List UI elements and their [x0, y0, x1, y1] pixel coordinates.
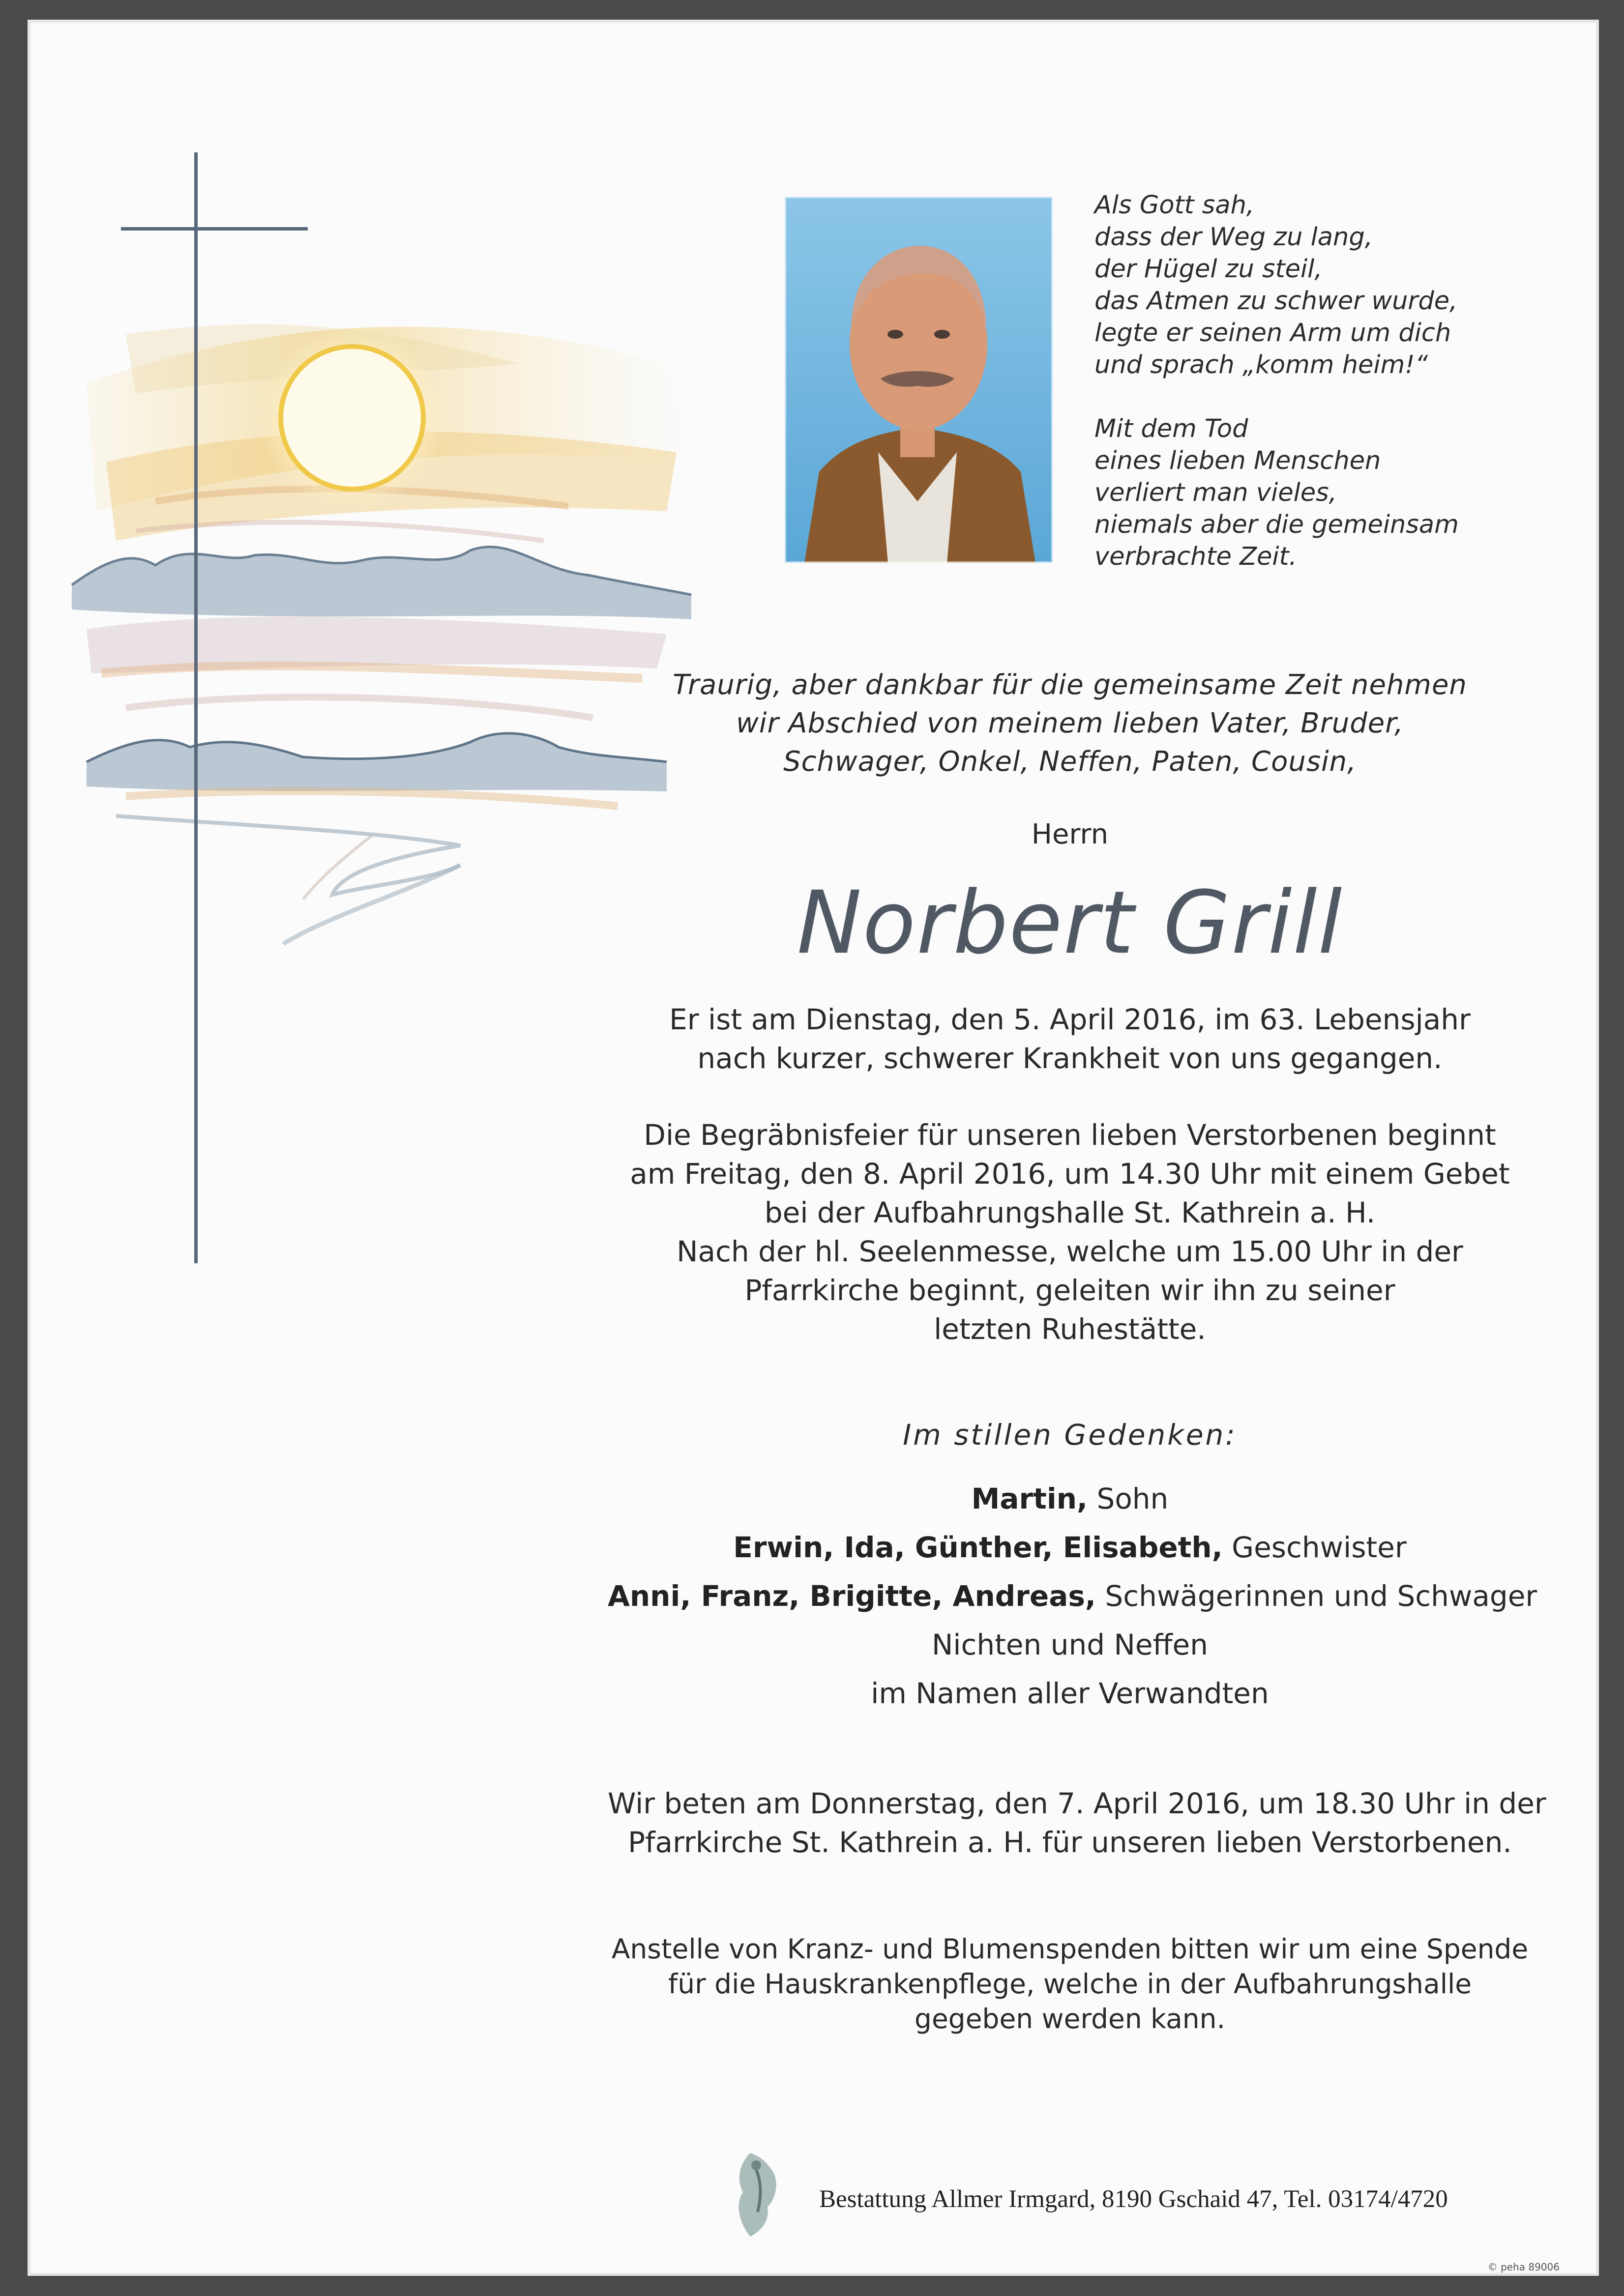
salutation: Herrn: [1031, 818, 1109, 850]
mourner-relation: im Namen aller Verwandten: [871, 1677, 1269, 1710]
mourner-names: Anni, Franz, Brigitte, Andreas,: [608, 1579, 1096, 1613]
prayer-notice: [608, 1784, 1546, 1862]
poem-line: Mit dem Tod: [1094, 414, 1248, 443]
funeral-line: Nach der hl. Seelenmesse, welche um 15.00 Uhr in der: [677, 1235, 1463, 1268]
mourners-list: [608, 1475, 1537, 1718]
intro-line: Traurig, aber dankbar für die gemeinsame Zeit nehmen: [673, 669, 1467, 701]
mountains-upper: [72, 547, 691, 718]
mourner-names: Martin,: [971, 1482, 1088, 1515]
mourner-relation: Schwägerinnen und Schwager: [1095, 1579, 1537, 1613]
donation-notice: [608, 1932, 1532, 2036]
mourner-row: [608, 1669, 1532, 1718]
funeral-line: letzten Ruhestätte.: [934, 1312, 1206, 1346]
angel-logo-icon: [721, 2148, 799, 2241]
poem-line: das Atmen zu schwer wurde,: [1094, 287, 1458, 316]
prayer-line: Pfarrkirche St. Kathrein a. H. für unseren lieben Verstorbenen.: [628, 1826, 1512, 1859]
intro-line: wir Abschied von meinem lieben Vater, Bruder,: [736, 707, 1404, 739]
mourner-relation: Nichten und Neffen: [931, 1628, 1209, 1661]
funeral-line: Pfarrkirche beginnt, geleiten wir ihn zu seiner: [744, 1274, 1395, 1307]
undertaker-footer: [721, 2148, 1557, 2241]
portrait-photo: [785, 197, 1053, 563]
funeral-details: [608, 1116, 1532, 1349]
poem-stanza-2: [1094, 413, 1537, 573]
poem-stanza-1: [1094, 189, 1537, 381]
deceased-name: Norbert Grill: [797, 872, 1343, 973]
funeral-line: am Freitag, den 8. April 2016, um 14.30 Uhr mit einem Gebet: [630, 1157, 1510, 1191]
undertaker-contact: Bestattung Allmer Irmgard, 8190 Gschaid 47, Tel. 03174/4720: [819, 2185, 1448, 2213]
death-notice-line: Er ist am Dienstag, den 5. April 2016, im 63. Lebensjahr: [669, 1003, 1471, 1036]
poem-line: dass der Weg zu lang,: [1094, 223, 1373, 252]
poem-line: legte er seinen Arm um dich: [1094, 319, 1451, 348]
poem-line: verbrachte Zeit.: [1094, 542, 1297, 571]
sun: [259, 324, 445, 511]
poem-line: eines lieben Menschen: [1094, 446, 1381, 475]
donation-line: gegeben werden kann.: [915, 2003, 1225, 2034]
poem-line: verliert man vieles,: [1094, 478, 1337, 507]
mountains-lower: [87, 733, 667, 944]
donation-line: für die Hauskrankenpflege, welche in der Aufbahrungshalle: [668, 1968, 1472, 2000]
mourner-relation: Geschwister: [1222, 1531, 1407, 1564]
farewell-intro: [608, 666, 1532, 781]
poem: [1094, 189, 1537, 605]
poem-line: niemals aber die gemeinsam: [1094, 510, 1459, 539]
mourner-names: Erwin, Ida, Günther, Elisabeth,: [733, 1531, 1223, 1564]
poem-line: der Hügel zu steil,: [1094, 255, 1323, 284]
mourner-row: [608, 1572, 1537, 1621]
poem-line: Als Gott sah,: [1094, 191, 1255, 220]
funeral-line: Die Begräbnisfeier für unseren lieben Verstorbenen beginnt: [644, 1118, 1496, 1152]
poem-line: und sprach „komm heim!“: [1094, 350, 1428, 379]
mourner-row: [608, 1621, 1532, 1669]
remembrance-heading: Im stillen Gedenken:: [903, 1418, 1237, 1452]
mourner-relation: Sohn: [1088, 1482, 1169, 1515]
death-notice-line: nach kurzer, schwerer Krankheit von uns gegangen.: [697, 1042, 1443, 1075]
mourner-row: [608, 1475, 1532, 1523]
copyright-mark: © peha 89006: [1487, 2261, 1560, 2273]
donation-line: Anstelle von Kranz- und Blumenspenden bitten wir um eine Spende: [611, 1933, 1529, 1965]
obituary-sheet: [28, 20, 1599, 2276]
death-notice: [608, 1000, 1532, 1078]
funeral-line: bei der Aufbahrungshalle St. Kathrein a. H.: [764, 1196, 1376, 1229]
cross-landscape-artwork: [28, 20, 765, 1298]
intro-line: Schwager, Onkel, Neffen, Paten, Cousin,: [783, 746, 1357, 778]
prayer-line: Wir beten am Donnerstag, den 7. April 2016, um 18.30 Uhr in der: [608, 1787, 1546, 1820]
mourner-row: [608, 1523, 1532, 1572]
